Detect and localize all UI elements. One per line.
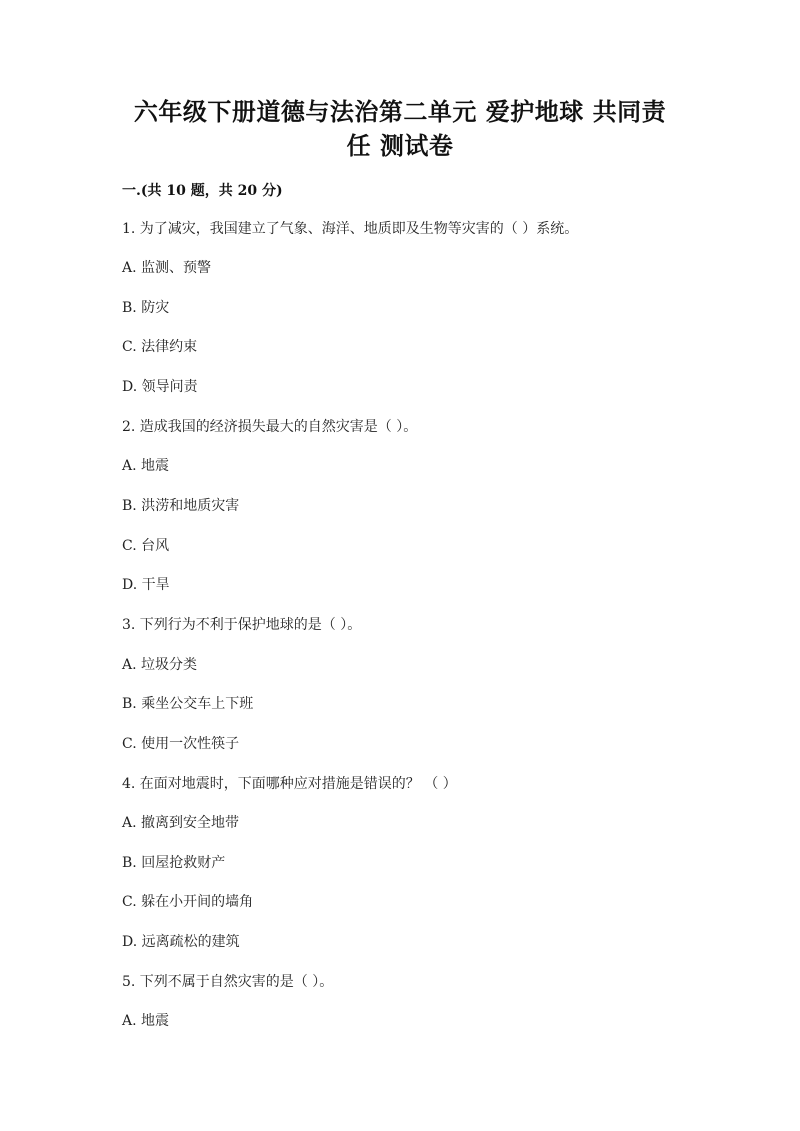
- question-stem: 4. 在面对地震时，下面哪种应对措施是错误的？ （ ）: [122, 776, 457, 792]
- section-header: 一.(共 10 题，共 20 分): [122, 183, 283, 199]
- question-option: D. 干旱: [122, 577, 170, 593]
- question-option: A. 地震: [122, 458, 170, 474]
- question-option: A. 垃圾分类: [122, 657, 198, 673]
- question-option: A. 地震: [122, 1013, 170, 1029]
- question-option: C. 使用一次性筷子: [122, 736, 240, 752]
- page-title: [100, 95, 700, 163]
- question-option: A. 监测、预警: [122, 260, 212, 276]
- question-option: C. 躲在小开间的墙角: [122, 894, 254, 910]
- title-line-2: 任 测试卷: [346, 131, 454, 160]
- title-line-1: 六年级下册道德与法治第二单元 爱护地球 共同责: [133, 97, 667, 126]
- question-stem: 1. 为了减灾，我国建立了气象、海洋、地质即及生物等灾害的（ ）系统。: [122, 221, 579, 237]
- question-option: B. 回屋抢救财产: [122, 855, 226, 871]
- question-option: B. 洪涝和地质灾害: [122, 498, 240, 514]
- question-option: B. 防灾: [122, 300, 170, 316]
- question-option: D. 领导问责: [122, 379, 198, 395]
- question-option: B. 乘坐公交车上下班: [122, 696, 254, 712]
- question-option: C. 法律约束: [122, 339, 198, 355]
- question-stem: 2. 造成我国的经济损失最大的自然灾害是（ ）。: [122, 419, 418, 435]
- question-option: C. 台风: [122, 538, 170, 554]
- question-option: A. 撤离到安全地带: [122, 815, 240, 831]
- question-stem: 5. 下列不属于自然灾害的是（ ）。: [122, 974, 334, 990]
- question-stem: 3. 下列行为不利于保护地球的是（ ）。: [122, 617, 362, 633]
- question-option: D. 远离疏松的建筑: [122, 934, 240, 950]
